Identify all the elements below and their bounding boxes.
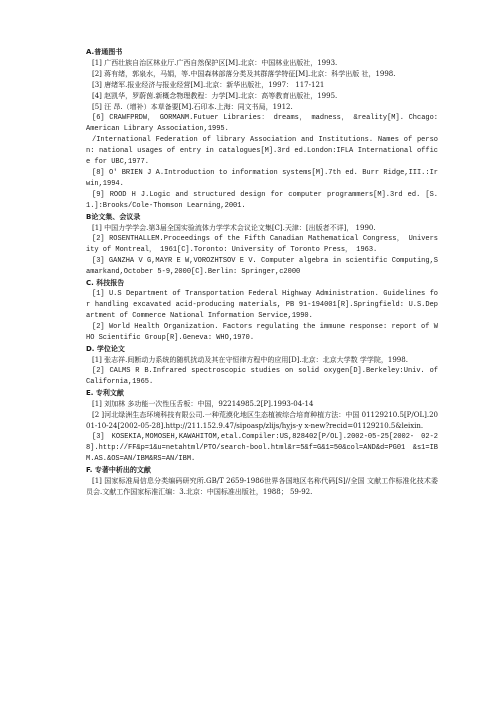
section-book-chapters	[86, 465, 438, 498]
reference-entry: /International Federation of library Association and Institutions. Names of person: national usages of entry in catalogues[M].3rd ed.London:IFLA International office for UBC,1977.	[86, 136, 438, 166]
reference-entry: [2] CALMS R B.Infrared spectroscopic studies on solid oxygen[D].Berkeley:Univ. of California,1965.	[86, 367, 438, 386]
reference-entry: [3] 唐绪军.报业经济与报业经营[M].北京：新华出版社，1997： 117-121	[92, 81, 325, 89]
reference-entry: [1] 张志祥.间断动力系统的随机扰动及其在守恒律方程中的应用[D].北京：北京大学数 学学院，1998.	[92, 356, 408, 364]
reference-entry: [2] 蒋有绪，郭泉水，马娟，等.中国森林部落分类及其群落学特征[M].北京：科学出版 社，1998.	[92, 70, 396, 78]
section-heading: C. 科技报告	[86, 279, 125, 287]
reference-entry: [3] GANZHA V G,MAYR E W,VOROZHTSOV E V. Computer algebra in scientific Computing,Samarkand,October 5-9,2000[C].Berlin: Springer,c2000	[86, 257, 438, 276]
section-dissertations	[86, 344, 438, 388]
reference-entry: [9] ROOD H J.Logic and structured design for computer programmers[M].3rd ed. [S.1.]:Brooks/Cole-Thomson Learning,2001.	[86, 191, 438, 210]
reference-entry: [2] ROSENTHALLEM.Proceedings of the Fifth Canadian Mathematical Congress， University of Montreal， 1961[C].Toronto: University of Toronto Press， 1963.	[86, 235, 438, 254]
reference-entry: [4] 赵凯华，罗蔚茵.新概念物理教程：力学[M].北京：高等教育出版社，1995.	[92, 92, 338, 100]
reference-list	[86, 47, 438, 498]
section-conference-proceedings	[86, 212, 438, 278]
reference-entry: [3] KOSEKIA,MOMOSEH,KAWAHITOM,etal.Compiler:US,828402[P/OL].2002-05-25[2002- 02-28].http://FF&p=1&u=netahtml/PTO/search-bool.html&r=5&f=G&1=50&col=AND&d=PG01 &s1=IBM.AS.&OS=AN/IBM&RS=AN/IBM.	[86, 433, 438, 463]
section-heading: D. 学位论文	[86, 345, 125, 353]
section-heading: A.普通图书	[86, 48, 123, 56]
section-general-books	[86, 47, 438, 212]
reference-entry: [2 ]河北绿洲生态环境科技有限公司.一种荒漠化地区生态植被综合培育种植方法：中国 01129210.5[P/OL].2001-10-24[2002-05-28].http://211.152.9.47/sipoasp/zlijs/hyjs-y x-new?recid=01129210.5&leixin.	[86, 411, 438, 430]
reference-entry: [1] 中国力学学会.第3届全国实验流体力学学术会议论文集[C].天津：[出版者不详]， 1990.	[92, 224, 376, 232]
reference-entry: [1] 广西壮族自治区林业厅.广西自然保护区[M].北京：中国林业出版社，1993.	[92, 59, 338, 67]
section-heading: F. 专著中析出的文献	[86, 466, 151, 474]
section-technical-reports	[86, 278, 438, 344]
section-patents	[86, 388, 438, 465]
section-heading: E. 专利文献	[86, 389, 124, 397]
section-heading: B论文集、会议录	[86, 213, 141, 221]
reference-entry: [1] 国家标准局信息分类编码研究所.GB/T 2659-1986世界各国地区名称代码[S]//全国 文献工作标准化技术委员会.文献工作国家标准汇编：3.北京：中国标准出版社，1988； 59-92.	[86, 477, 438, 496]
reference-entry: [8] O' BRIEN J A.Introduction to information systems[M].7th ed. Burr Ridge,III.:Irwin,1994.	[86, 169, 438, 188]
reference-entry: [1] U.S Department of Transportation Federal Highway Administration. Guidelines for handling excavated acid-producing materials, PB 91-194001[R].Springfield: U.S.Department of Commerce National Information Service,1990.	[86, 290, 438, 320]
reference-entry: [5] 汪 昂.（增补）本草备要[M].石印本.上海：同文书局，1912.	[92, 103, 293, 111]
reference-entry: [6] CRAWFPRDW， GORMANM.Futuer Libraries： dreams， madness， &reality[M]. Chcago: American Library Association,1995.	[86, 114, 438, 133]
reference-entry: [2] World Health Organization. Factors regulating the immune response: report of WHO Scientific Group[R].Geneva: WHO,1970.	[86, 323, 438, 342]
reference-entry: [1] 刘加林 多功能一次性压舌板：中国，92214985.2[P].1993-04-14	[92, 400, 314, 408]
